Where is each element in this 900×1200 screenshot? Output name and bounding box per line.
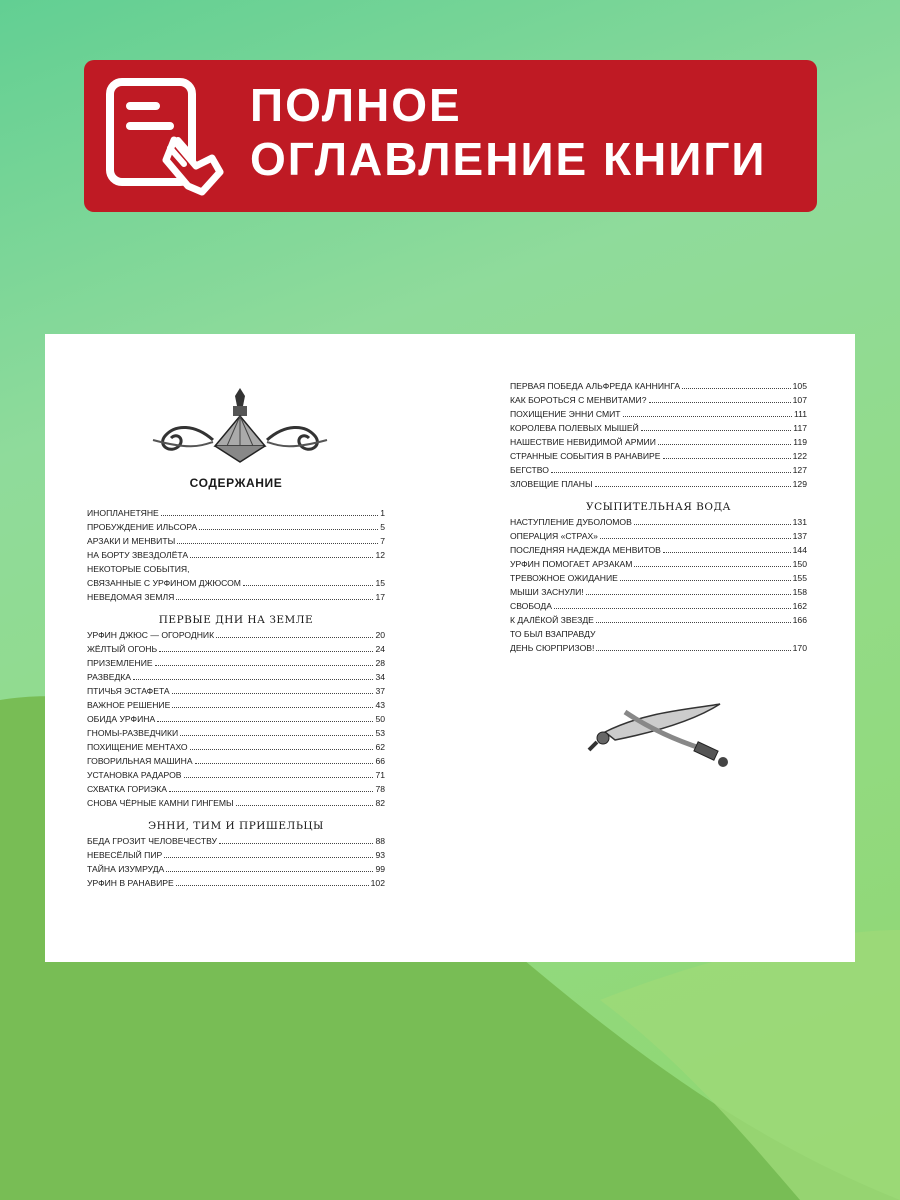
toc-entry <box>510 585 807 599</box>
toc-entry-page: 102 <box>370 878 385 888</box>
toc-leader-dots <box>554 608 791 609</box>
toc-entry-title: ВАЖНОЕ РЕШЕНИЕ <box>87 700 171 710</box>
header-banner <box>84 60 817 212</box>
toc-leader-dots <box>623 416 792 417</box>
toc-section-sleeping-water <box>510 515 807 655</box>
toc-leader-dots <box>157 721 373 722</box>
banner-title-line1: ПОЛНОЕ <box>250 79 462 131</box>
toc-entry-page: 117 <box>793 423 807 433</box>
toc-entry <box>87 698 385 712</box>
toc-leader-dots <box>190 557 373 558</box>
toc-entry <box>87 590 385 604</box>
toc-left-column <box>87 474 385 890</box>
toc-entry <box>87 876 385 890</box>
toc-entry-page: 131 <box>792 517 807 527</box>
toc-entry <box>87 684 385 698</box>
toc-entry-title: ЖЁЛТЫЙ ОГОНЬ <box>87 644 158 654</box>
toc-entry-page: 166 <box>792 615 807 625</box>
toc-entry-title: НА БОРТУ ЗВЕЗДОЛЁТА <box>87 550 189 560</box>
toc-leader-dots <box>164 857 373 858</box>
toc-entry <box>510 379 807 393</box>
toc-entry-title: К ДАЛЁКОЙ ЗВЕЗДЕ <box>510 615 594 625</box>
toc-entry-page: 129 <box>792 479 807 489</box>
toc-entry-page: 62 <box>375 742 385 752</box>
banner-title-line2: ОГЛАВЛЕНИЕ КНИГИ <box>250 133 767 185</box>
banner-title <box>250 78 766 186</box>
toc-entry-page: 15 <box>375 578 385 588</box>
toc-entry <box>510 543 807 557</box>
toc-entry-page: 107 <box>792 395 807 405</box>
toc-entry <box>510 421 807 435</box>
toc-entry-title: ТРЕВОЖНОЕ ОЖИДАНИЕ <box>510 573 618 583</box>
toc-entry-title: СНОВА ЧЁРНЫЕ КАМНИ ГИНГЕМЫ <box>87 798 234 808</box>
toc-entry <box>510 449 807 463</box>
toc-right-intro <box>510 379 807 491</box>
toc-entry-page: 162 <box>792 601 807 611</box>
toc-entry-page: 119 <box>793 437 807 447</box>
section-title-sleeping-water: УСЫПИТЕЛЬНАЯ ВОДА <box>585 501 731 513</box>
toc-entry <box>510 463 807 477</box>
toc-entry-line <box>87 562 385 576</box>
toc-entry-title: НЕКОТОРЫЕ СОБЫТИЯ, <box>87 564 190 574</box>
toc-entry <box>87 670 385 684</box>
toc-entry-title: РАЗВЕДКА <box>87 672 132 682</box>
toc-section-first-days <box>87 628 385 810</box>
toc-leader-dots <box>649 402 791 403</box>
toc-entry-title: БЕДА ГРОЗИТ ЧЕЛОВЕЧЕСТВУ <box>87 836 217 846</box>
toc-entry-page: 43 <box>375 700 385 710</box>
toc-entry <box>510 407 807 421</box>
toc-leader-dots <box>634 566 790 567</box>
toc-entry <box>87 782 385 796</box>
toc-entry-title: УРФИН В РАНАВИРЕ <box>87 878 174 888</box>
toc-entry-title: ПЕРВАЯ ПОБЕДА АЛЬФРЕДА КАННИНГА <box>510 381 681 391</box>
toc-entry <box>87 506 385 520</box>
toc-leader-dots <box>596 622 791 623</box>
toc-entry <box>510 393 807 407</box>
toc-leader-dots <box>166 871 373 872</box>
toc-leader-dots <box>176 599 373 600</box>
toc-entry <box>87 656 385 670</box>
toc-entry-title: АРЗАКИ И МЕНВИТЫ <box>87 536 176 546</box>
toc-entry-title: ЗЛОВЕЩИЕ ПЛАНЫ <box>510 479 593 489</box>
toc-entry-title: СТРАННЫЕ СОБЫТИЯ В РАНАВИРЕ <box>510 451 661 461</box>
toc-entry-page: 170 <box>792 643 807 653</box>
toc-leader-dots <box>682 388 791 389</box>
toc-entry-page: 137 <box>792 531 807 541</box>
toc-leader-dots <box>586 594 791 595</box>
toc-title: СОДЕРЖАНИЕ <box>189 476 283 490</box>
toc-entry <box>87 712 385 726</box>
toc-entry-title: УСТАНОВКА РАДАРОВ <box>87 770 182 780</box>
toc-entry-page: 24 <box>375 644 385 654</box>
toc-entry-page: 99 <box>375 864 385 874</box>
toc-entry-title: ИНОПЛАНЕТЯНЕ <box>87 508 159 518</box>
toc-entry-title: НЕВЕСЁЛЫЙ ПИР <box>87 850 163 860</box>
toc-entry <box>510 613 807 627</box>
toc-entry <box>87 848 385 862</box>
toc-leader-dots <box>155 665 374 666</box>
toc-entry-page: 155 <box>792 573 807 583</box>
toc-leader-dots <box>159 651 373 652</box>
toc-entry-page: 34 <box>375 672 385 682</box>
toc-entry-page: 88 <box>375 836 385 846</box>
toc-entry-page: 122 <box>792 451 807 461</box>
toc-entry-title: НЕВЕДОМАЯ ЗЕМЛЯ <box>87 592 175 602</box>
toc-leader-dots <box>663 458 791 459</box>
toc-entry <box>87 548 385 562</box>
toc-entry-page: 66 <box>375 756 385 766</box>
toc-entry-title: МЫШИ ЗАСНУЛИ! <box>510 587 584 597</box>
toc-entry-title: ДЕНЬ СЮРПРИЗОВ! <box>510 643 595 653</box>
toc-leader-dots <box>595 486 791 487</box>
toc-entry-page: 105 <box>792 381 807 391</box>
toc-entry <box>510 557 807 571</box>
section-title-first-days: ПЕРВЫЕ ДНИ НА ЗЕМЛЕ <box>158 614 314 626</box>
toc-entry <box>510 435 807 449</box>
toc-entry-page: 127 <box>792 465 807 475</box>
toc-entry <box>87 642 385 656</box>
toc-leader-dots <box>133 679 373 680</box>
toc-entry-title: ПРИЗЕМЛЕНИЕ <box>87 658 153 668</box>
crossed-sabers-icon <box>585 702 735 772</box>
toc-entry-page: 150 <box>792 559 807 569</box>
toc-entry-title: ПРОБУЖДЕНИЕ ИЛЬСОРА <box>87 522 198 532</box>
book-page <box>45 334 855 962</box>
toc-leader-dots <box>199 529 378 530</box>
toc-entry <box>510 515 807 529</box>
document-hand-icon <box>104 76 224 196</box>
toc-entry <box>510 641 807 655</box>
toc-leader-dots <box>236 805 374 806</box>
toc-entry-page: 37 <box>375 686 385 696</box>
toc-entry-title: КАК БОРОТЬСЯ С МЕНВИТАМИ? <box>510 395 647 405</box>
toc-entry <box>87 740 385 754</box>
toc-entry-title: БЕГСТВО <box>510 465 549 475</box>
toc-entry-title: ОБИДА УРФИНА <box>87 714 156 724</box>
toc-entry <box>87 534 385 548</box>
toc-entry <box>510 477 807 491</box>
toc-entry <box>510 599 807 613</box>
toc-leader-dots <box>161 515 378 516</box>
toc-leader-dots <box>658 444 791 445</box>
toc-entry-page: 78 <box>375 784 385 794</box>
toc-entry <box>87 576 385 590</box>
toc-entry <box>87 628 385 642</box>
toc-entry-page: 82 <box>375 798 385 808</box>
toc-leader-dots <box>169 791 373 792</box>
toc-entry <box>87 834 385 848</box>
toc-leader-dots <box>190 749 374 750</box>
toc-leader-dots <box>176 885 369 886</box>
section-title-annie-tim: ЭННИ, ТИМ И ПРИШЕЛЬЦЫ <box>148 820 324 832</box>
toc-leader-dots <box>172 693 374 694</box>
toc-leader-dots <box>216 637 373 638</box>
toc-entry-page: 93 <box>375 850 385 860</box>
toc-leader-dots <box>172 707 373 708</box>
toc-entry-title: СВЯЗАННЫЕ С УРФИНОМ ДЖЮСОМ <box>87 578 241 588</box>
toc-entry-page: 53 <box>375 728 385 738</box>
toc-entry-title: ГНОМЫ-РАЗВЕДЧИКИ <box>87 728 179 738</box>
toc-entry-title: СХВАТКА ГОРИЭКА <box>87 784 168 794</box>
toc-entry <box>510 571 807 585</box>
toc-entry-page: 20 <box>375 630 385 640</box>
toc-entry <box>87 520 385 534</box>
toc-entry <box>87 768 385 782</box>
toc-leader-dots <box>243 585 373 586</box>
toc-entry-title: ОПЕРАЦИЯ «СТРАХ» <box>510 531 598 541</box>
ornament-lamp-icon <box>145 384 335 466</box>
toc-leader-dots <box>620 580 791 581</box>
toc-leader-dots <box>634 524 791 525</box>
toc-entry <box>87 754 385 768</box>
toc-leader-dots <box>600 538 791 539</box>
toc-section-annie-tim <box>87 834 385 890</box>
toc-leader-dots <box>641 430 791 431</box>
toc-leader-dots <box>195 763 374 764</box>
toc-entry-title: НАШЕСТВИЕ НЕВИДИМОЙ АРМИИ <box>510 437 656 447</box>
toc-entry <box>87 862 385 876</box>
toc-entry-page: 158 <box>792 587 807 597</box>
toc-entry-page: 12 <box>375 550 385 560</box>
toc-entry-page: 17 <box>375 592 385 602</box>
toc-entry-title: ПТИЧЬЯ ЭСТАФЕТА <box>87 686 170 696</box>
toc-entry-title: ПОХИЩЕНИЕ МЕНТАХО <box>87 742 188 752</box>
toc-entry-page: 144 <box>792 545 807 555</box>
toc-entry-page: 50 <box>375 714 385 724</box>
toc-entry-line <box>510 627 807 641</box>
toc-entry-page: 7 <box>380 536 385 546</box>
toc-entry-title: ТО БЫЛ ВЗАПРАВДУ <box>510 629 596 639</box>
toc-leader-dots <box>184 777 374 778</box>
toc-leader-dots <box>177 543 378 544</box>
toc-leader-dots <box>551 472 791 473</box>
toc-entry <box>510 529 807 543</box>
toc-leader-dots <box>180 735 373 736</box>
toc-entry-title: ГОВОРИЛЬНАЯ МАШИНА <box>87 756 193 766</box>
toc-entry-page: 71 <box>375 770 385 780</box>
toc-entry-title: НАСТУПЛЕНИЕ ДУБОЛОМОВ <box>510 517 632 527</box>
toc-entry <box>87 796 385 810</box>
toc-entry-page: 5 <box>380 522 385 532</box>
toc-leader-dots <box>219 843 373 844</box>
toc-entry-title: ТАЙНА ИЗУМРУДА <box>87 864 165 874</box>
toc-entry-page: 28 <box>375 658 385 668</box>
toc-entry-title: ПОХИЩЕНИЕ ЭННИ СМИТ <box>510 409 621 419</box>
toc-entry-title: УРФИН ПОМОГАЕТ АРЗАКАМ <box>510 559 633 569</box>
toc-entry-title: УРФИН ДЖЮС — ОГОРОДНИК <box>87 630 215 640</box>
toc-left-intro <box>87 506 385 604</box>
toc-leader-dots <box>596 650 790 651</box>
toc-entry-page: 1 <box>380 508 385 518</box>
toc-entry <box>87 726 385 740</box>
toc-entry-title: СВОБОДА <box>510 601 552 611</box>
toc-entry-title: КОРОЛЕВА ПОЛЕВЫХ МЫШЕЙ <box>510 423 639 433</box>
toc-right-column <box>510 379 807 655</box>
toc-entry-title: ПОСЛЕДНЯЯ НАДЕЖДА МЕНВИТОВ <box>510 545 661 555</box>
toc-leader-dots <box>663 552 791 553</box>
toc-entry-page: 111 <box>793 409 807 419</box>
